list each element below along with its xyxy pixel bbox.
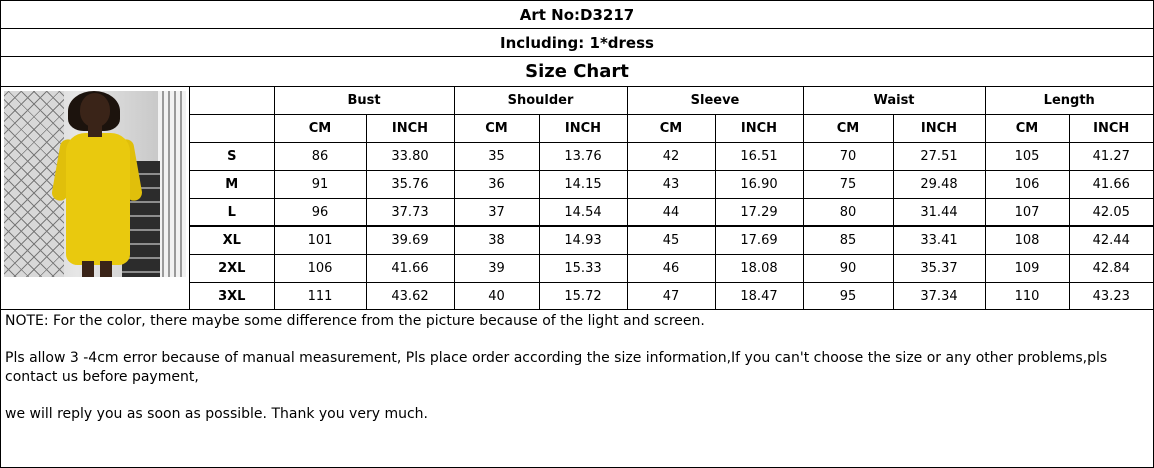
table-row <box>190 254 1153 282</box>
unit-header: INCH <box>1069 115 1153 143</box>
note-reply: we will reply you as soon as possible. Thank you very much. <box>5 406 428 422</box>
table-cell: 108 <box>985 226 1069 254</box>
table-cell: 31.44 <box>893 199 985 227</box>
table-cell: 37.34 <box>893 282 985 310</box>
table-cell: 75 <box>803 171 893 199</box>
table-cell: 106 <box>274 254 366 282</box>
table-cell: 41.27 <box>1069 143 1153 171</box>
table-cell: 27.51 <box>893 143 985 171</box>
table-cell: 96 <box>274 199 366 227</box>
note-color: NOTE: For the color, there maybe some difference from the picture because of the light and screen. <box>5 313 705 329</box>
product-photo <box>4 91 186 277</box>
header-shoulder: Shoulder <box>454 87 627 115</box>
table-cell: 16.51 <box>715 143 803 171</box>
table-cell: 37.73 <box>366 199 454 227</box>
table-cell: 38 <box>454 226 539 254</box>
table-cell: 110 <box>985 282 1069 310</box>
table-cell: 37 <box>454 199 539 227</box>
table-cell: 42.05 <box>1069 199 1153 227</box>
table-cell: 109 <box>985 254 1069 282</box>
table-row <box>190 282 1153 310</box>
model-head <box>80 93 110 127</box>
notes-section <box>1 310 1153 426</box>
table-cell: 43 <box>627 171 715 199</box>
table-cell: 42.84 <box>1069 254 1153 282</box>
unit-header: CM <box>627 115 715 143</box>
size-label: L <box>190 199 274 227</box>
unit-header: INCH <box>715 115 803 143</box>
table-cell: 41.66 <box>1069 171 1153 199</box>
table-cell: 33.41 <box>893 226 985 254</box>
table-cell: 111 <box>274 282 366 310</box>
table-cell: 14.54 <box>539 199 627 227</box>
size-section <box>1 87 1153 310</box>
table-cell: 43.23 <box>1069 282 1153 310</box>
header-blank <box>190 87 274 115</box>
header-row-units <box>190 115 1153 143</box>
header-blank <box>190 115 274 143</box>
header-waist: Waist <box>803 87 985 115</box>
table-cell: 16.90 <box>715 171 803 199</box>
table-row <box>190 143 1153 171</box>
table-cell: 35.76 <box>366 171 454 199</box>
table-row <box>190 199 1153 227</box>
table-cell: 105 <box>985 143 1069 171</box>
header-row-groups <box>190 87 1153 115</box>
chart-title: Size Chart <box>1 57 1153 87</box>
table-cell: 42 <box>627 143 715 171</box>
note-measurement: Pls allow 3 -4cm error because of manual measurement, Pls place order according the size information,If you can't choose the size or any other problems,pls contact us before payment, <box>5 350 1108 385</box>
unit-header: INCH <box>893 115 985 143</box>
size-table <box>190 87 1153 310</box>
model-leg <box>82 261 94 277</box>
size-label: XL <box>190 226 274 254</box>
table-cell: 90 <box>803 254 893 282</box>
header-bust: Bust <box>274 87 454 115</box>
table-cell: 15.33 <box>539 254 627 282</box>
table-cell: 14.15 <box>539 171 627 199</box>
table-cell: 29.48 <box>893 171 985 199</box>
art-number: Art No:D3217 <box>1 1 1153 29</box>
table-cell: 44 <box>627 199 715 227</box>
table-cell: 47 <box>627 282 715 310</box>
table-cell: 40 <box>454 282 539 310</box>
model-neck <box>88 125 102 137</box>
product-photo-cell <box>1 87 190 309</box>
header-length: Length <box>985 87 1153 115</box>
table-cell: 36 <box>454 171 539 199</box>
table-cell: 70 <box>803 143 893 171</box>
unit-header: CM <box>454 115 539 143</box>
table-cell: 41.66 <box>366 254 454 282</box>
size-label: M <box>190 171 274 199</box>
table-cell: 15.72 <box>539 282 627 310</box>
model-leg <box>100 261 112 277</box>
table-cell: 14.93 <box>539 226 627 254</box>
table-cell: 13.76 <box>539 143 627 171</box>
background-railing <box>158 91 186 277</box>
table-cell: 86 <box>274 143 366 171</box>
header-sleeve: Sleeve <box>627 87 803 115</box>
yellow-dress <box>66 133 130 265</box>
table-cell: 42.44 <box>1069 226 1153 254</box>
table-row <box>190 226 1153 254</box>
table-cell: 85 <box>803 226 893 254</box>
size-label: 3XL <box>190 282 274 310</box>
unit-header: INCH <box>366 115 454 143</box>
size-label: S <box>190 143 274 171</box>
table-cell: 95 <box>803 282 893 310</box>
table-cell: 18.08 <box>715 254 803 282</box>
table-row <box>190 171 1153 199</box>
table-cell: 39.69 <box>366 226 454 254</box>
table-cell: 35 <box>454 143 539 171</box>
table-cell: 80 <box>803 199 893 227</box>
unit-header: CM <box>985 115 1069 143</box>
table-cell: 91 <box>274 171 366 199</box>
table-cell: 39 <box>454 254 539 282</box>
table-cell: 101 <box>274 226 366 254</box>
table-cell: 43.62 <box>366 282 454 310</box>
table-cell: 46 <box>627 254 715 282</box>
unit-header: INCH <box>539 115 627 143</box>
package-contents: Including: 1*dress <box>1 29 1153 57</box>
table-cell: 35.37 <box>893 254 985 282</box>
table-cell: 17.69 <box>715 226 803 254</box>
table-cell: 107 <box>985 199 1069 227</box>
table-cell: 33.80 <box>366 143 454 171</box>
size-label: 2XL <box>190 254 274 282</box>
table-cell: 17.29 <box>715 199 803 227</box>
unit-header: CM <box>803 115 893 143</box>
table-cell: 106 <box>985 171 1069 199</box>
unit-header: CM <box>274 115 366 143</box>
table-cell: 45 <box>627 226 715 254</box>
table-cell: 18.47 <box>715 282 803 310</box>
